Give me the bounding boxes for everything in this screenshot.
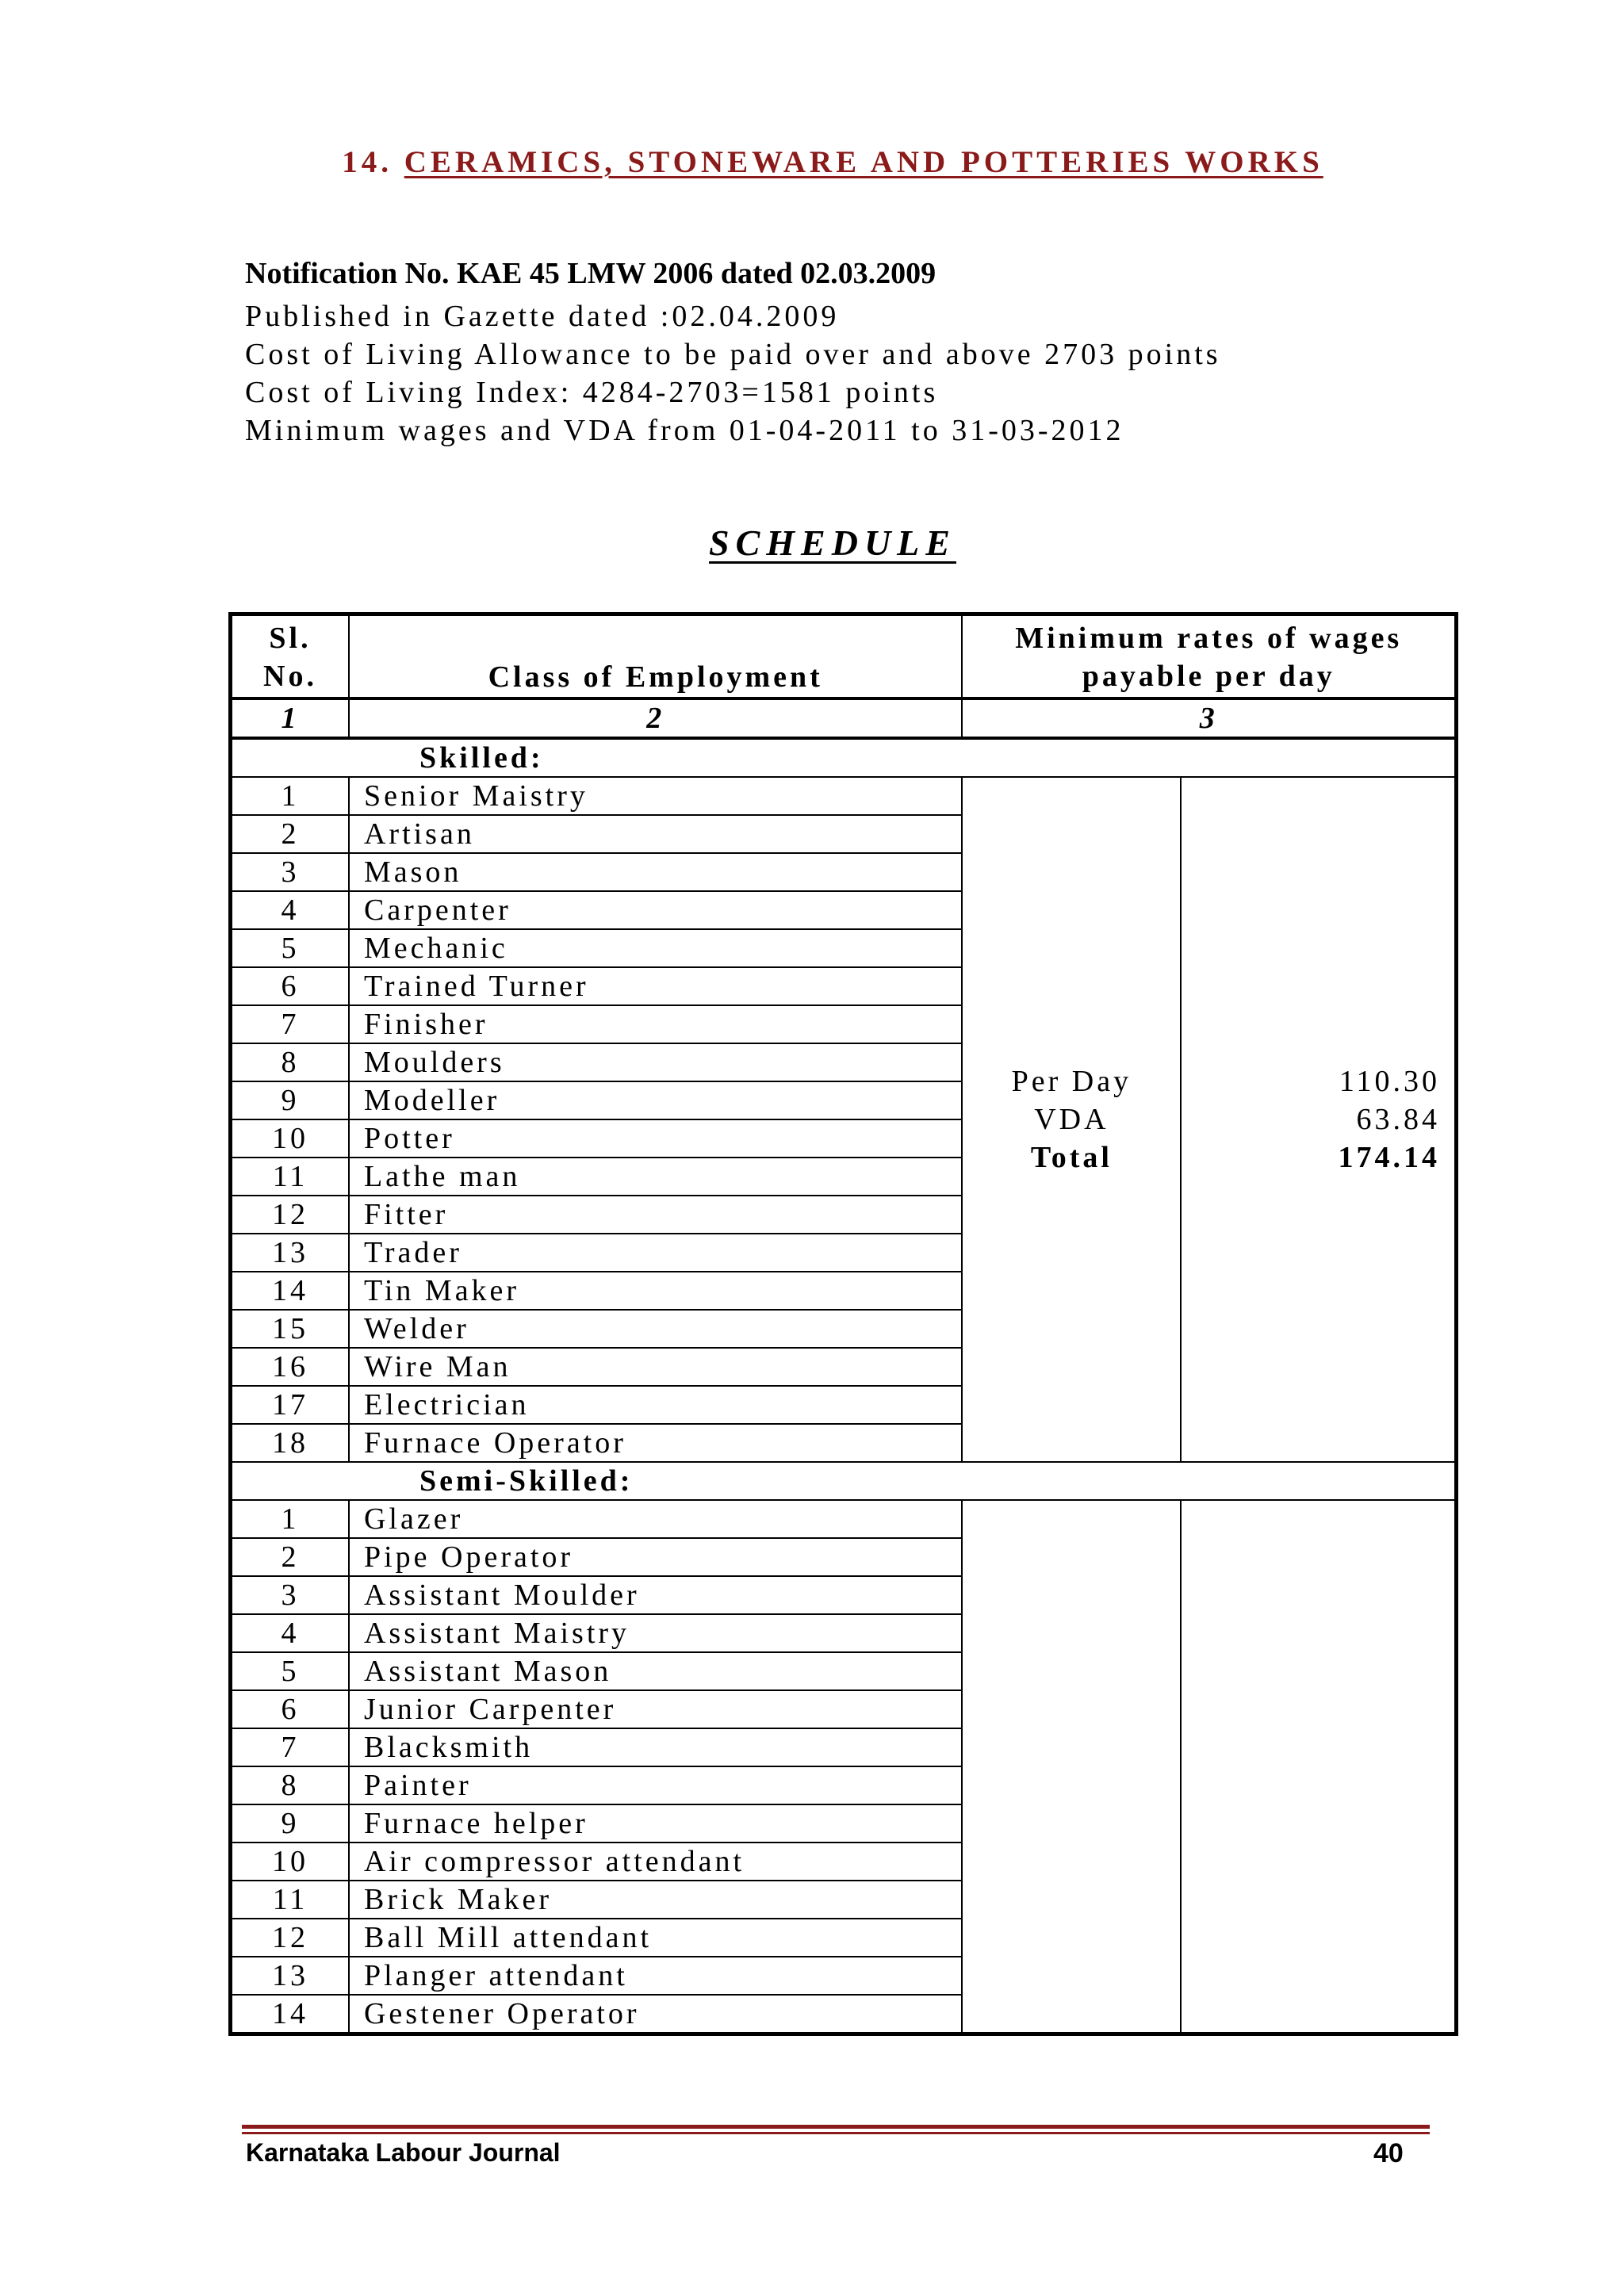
row-class-of-employment: Senior Maistry [349,777,962,815]
row-sl-no: 2 [231,1538,349,1576]
row-sl-no: 16 [231,1348,349,1386]
row-sl-no: 6 [231,1690,349,1728]
notification-line: Notification No. KAE 45 LMW 2006 dated 02.03.2009 [245,257,936,290]
schedule-heading: SCHEDULE [709,522,956,563]
row-sl-no: 14 [231,1272,349,1310]
row-class-of-employment: Modeller [349,1081,962,1119]
info-line-gazette: Published in Gazette dated :02.04.2009 [245,300,840,333]
row-class-of-employment: Tin Maker [349,1272,962,1310]
wage-value: 63.84 [1356,1103,1440,1136]
row-sl-no: 11 [231,1881,349,1919]
info-block [245,297,1221,450]
row-class-of-employment: Finisher [349,1005,962,1043]
row-class-of-employment: Welder [349,1310,962,1348]
row-sl-no: 13 [231,1234,349,1272]
row-class-of-employment: Trained Turner [349,967,962,1005]
footer-rule-thin [242,2132,1430,2134]
row-class-of-employment: Blacksmith [349,1728,962,1766]
page-title [0,144,1624,180]
row-class-of-employment: Brick Maker [349,1881,962,1919]
row-sl-no: 17 [231,1386,349,1424]
row-class-of-employment: Furnace helper [349,1804,962,1843]
wage-label: Total [1030,1141,1113,1174]
row-sl-no: 5 [231,1652,349,1690]
row-class-of-employment: Moulders [349,1043,962,1081]
row-class-of-employment: Trader [349,1234,962,1272]
row-sl-no: 4 [231,1614,349,1652]
row-sl-no: 3 [231,1576,349,1614]
row-sl-no: 8 [231,1766,349,1804]
header-minimum-rates: Minimum rates of wages payable per day [962,614,1456,699]
row-sl-no: 7 [231,1728,349,1766]
colnum-2: 2 [349,698,962,738]
row-class-of-employment: Assistant Moulder [349,1576,962,1614]
row-class-of-employment: Mechanic [349,929,962,967]
section-header-row [231,1462,1457,1500]
row-sl-no: 12 [231,1919,349,1957]
info-line-allowance: Cost of Living Allowance to be paid over and above 2703 points [245,338,1221,371]
section-header-row [231,738,1457,777]
wage-schedule-table [228,612,1458,2036]
footer-page-number: 40 [1373,2138,1404,2168]
row-class-of-employment: Fitter [349,1196,962,1234]
row-class-of-employment: Assistant Maistry [349,1614,962,1652]
wage-label: Per Day [1011,1065,1132,1098]
row-class-of-employment: Lathe man [349,1158,962,1196]
row-class-of-employment: Electrician [349,1386,962,1424]
row-sl-no: 14 [231,1995,349,2034]
row-class-of-employment: Ball Mill attendant [349,1919,962,1957]
wage-values-cell [1181,777,1456,1462]
row-class-of-employment: Artisan [349,815,962,853]
row-sl-no: 18 [231,1424,349,1462]
wage-value: 174.14 [1338,1141,1440,1174]
row-sl-no: 9 [231,1081,349,1119]
row-sl-no: 1 [231,777,349,815]
wage-values-cell [1181,1500,1456,2034]
row-class-of-employment: Wire Man [349,1348,962,1386]
row-sl-no: 5 [231,929,349,967]
row-sl-no: 10 [231,1843,349,1881]
row-class-of-employment: Planger attendant [349,1957,962,1995]
row-sl-no: 2 [231,815,349,853]
title-number: 14. [342,145,393,179]
footer-rule-thick [242,2125,1430,2129]
row-sl-no: 6 [231,967,349,1005]
column-number-row [231,698,1457,738]
row-sl-no: 1 [231,1500,349,1538]
row-sl-no: 4 [231,891,349,929]
header-class-of-employment: Class of Employment [349,614,962,699]
table-body [231,738,1457,2034]
row-class-of-employment: Glazer [349,1500,962,1538]
row-class-of-employment: Painter [349,1766,962,1804]
wage-value: 110.30 [1339,1065,1440,1098]
info-line-period: Minimum wages and VDA from 01-04-2011 to 31-03-2012 [245,414,1124,447]
row-sl-no: 15 [231,1310,349,1348]
row-sl-no: 12 [231,1196,349,1234]
colnum-1: 1 [231,698,349,738]
section-title: Semi-Skilled: [231,1462,1457,1500]
row-class-of-employment: Pipe Operator [349,1538,962,1576]
row-sl-no: 7 [231,1005,349,1043]
row-class-of-employment: Carpenter [349,891,962,929]
row-class-of-employment: Assistant Mason [349,1652,962,1690]
wage-labels-cell [962,777,1181,1462]
title-text: CERAMICS, STONEWARE AND POTTERIES WORKS [404,145,1323,179]
footer-journal-name: Karnataka Labour Journal [246,2138,561,2167]
wage-labels-cell [962,1500,1181,2034]
row-sl-no: 11 [231,1158,349,1196]
table-row [231,1500,1457,1538]
table-header-row [231,614,1457,699]
row-class-of-employment: Potter [349,1119,962,1158]
row-sl-no: 8 [231,1043,349,1081]
row-class-of-employment: Gestener Operator [349,1995,962,2034]
row-sl-no: 3 [231,853,349,891]
table-row [231,777,1457,815]
header-sl-no: Sl. No. [231,614,349,699]
info-line-index: Cost of Living Index: 4284-2703=1581 points [245,376,939,409]
row-class-of-employment: Mason [349,853,962,891]
row-class-of-employment: Air compressor attendant [349,1843,962,1881]
row-class-of-employment: Junior Carpenter [349,1690,962,1728]
row-sl-no: 9 [231,1804,349,1843]
wage-label: VDA [1034,1103,1109,1136]
colnum-3: 3 [962,698,1456,738]
section-title: Skilled: [231,738,1457,777]
row-sl-no: 13 [231,1957,349,1995]
row-sl-no: 10 [231,1119,349,1158]
row-class-of-employment: Furnace Operator [349,1424,962,1462]
